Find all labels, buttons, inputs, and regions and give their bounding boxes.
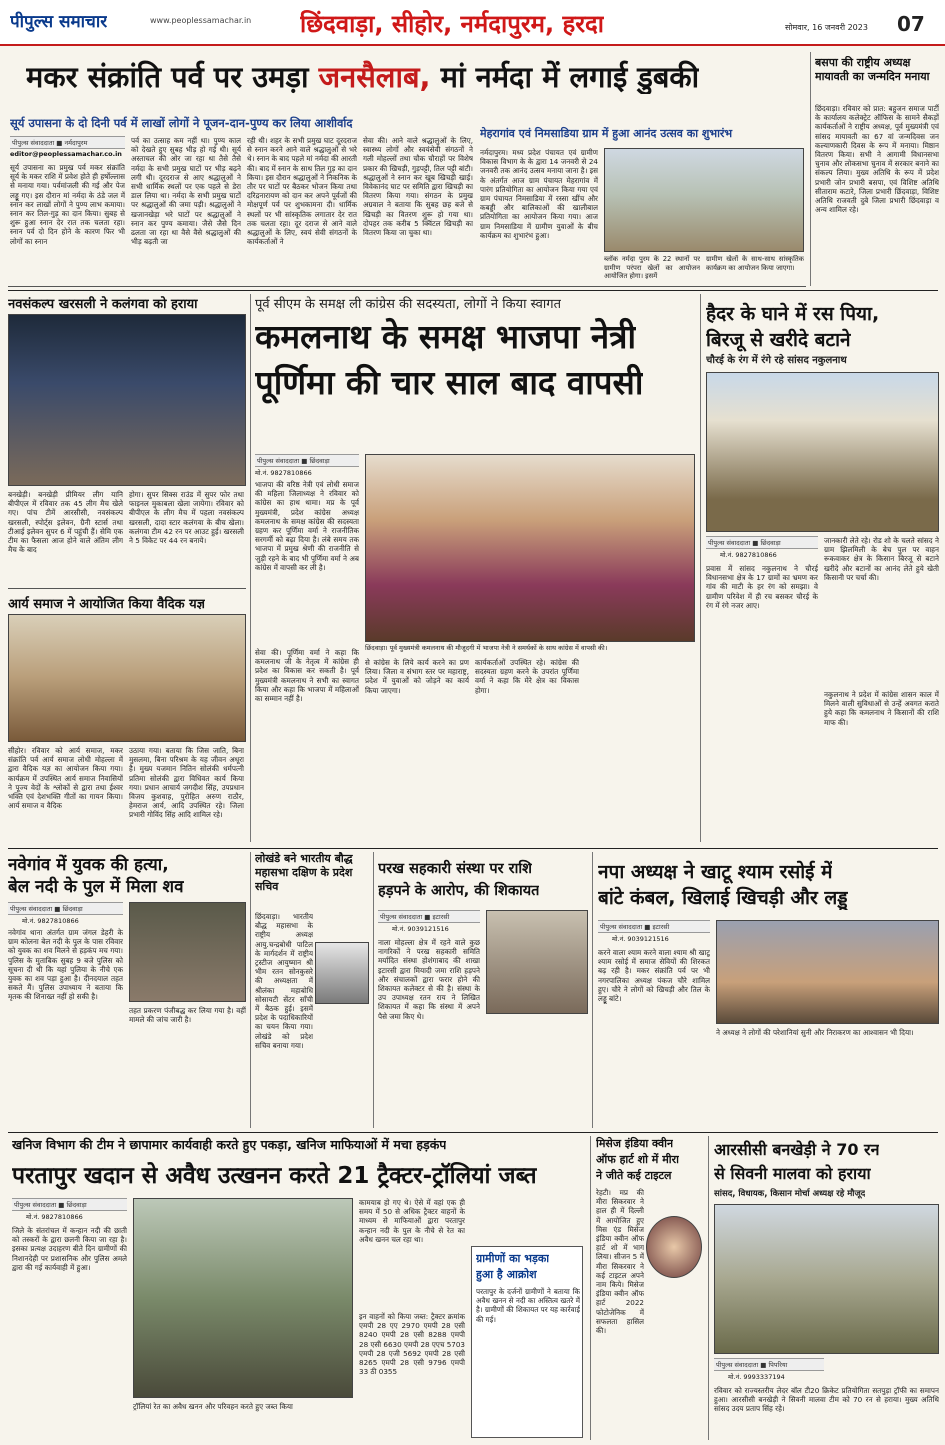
body-col-1: प्रवास में सांसद नकुलनाथ ने चौरई विधानसभा क्षेत्र के 17 ग्रामों का भ्रमण कर गांव की माटी के हर रंग को समझा। वे ग्रामीण परिवेश में ही रच बसकर चौरई के रंग में रंगे नजर आए। <box>706 564 818 610</box>
mobile: मो.नं. 9039121516 <box>612 935 669 943</box>
headline-line-1: मिसेज इंडिया क्वीन <box>596 1137 674 1150</box>
meera-photo <box>646 1216 702 1278</box>
story-kamalnath <box>255 294 695 842</box>
cricket-winners-photo <box>714 1204 939 1354</box>
headline-line-1: हैदर के घाने में रस पिया, <box>706 303 880 325</box>
subheadline: सूर्य उपासना के दो दिनी पर्व में लाखों लोगों ने पूजन-दान-पुण्य कर लिया आशीर्वाद <box>10 116 353 130</box>
kicker: खनिज विभाग की टीम ने छापामार कार्यवाही करते हुए पकड़ा, खनिज माफियाओं में मचा हड़कंप <box>12 1137 447 1152</box>
page-number: 07 <box>897 12 925 36</box>
story-navegaon-murder <box>8 852 246 1126</box>
body-col-2: से कांग्रेस के लिये कार्य करने का प्रण लिया। जिला व संभाग स्तर पर महाराष्ट्र, प्रदेश में युवाओं को जोड़ने का कार्य किया जाएगा। <box>365 658 469 695</box>
masthead <box>0 0 945 46</box>
story2-caption-1: ब्लॉक नर्मदा पुरम के 22 स्थानों पर ग्रामीण परंपरा खेलों का आयोजन आयोजित होगा। इसमें <box>604 255 700 280</box>
body-col-2: पर्व का उत्साह कम नहीं था। पुण्य काल को देखते हुए सुबह भीड़ हो गई थी। सूर्य अस्ताचल की ओर जा रहा था तैसे तैसे नर्मदा के सभी प्रमुख घाटों पर भीड़ बढ़ने लगी थी। दूरदराज से आए श्रद्धालुओं ने सभी धार्मिक स्थलों पर एक पहले से डेरा डाल लिया था। नर्मदा के सभी प्रमुख घाटों पर श्रद्धालुओं की जमा पड़ी। श्रद्धालुओं ने खजानखेड़ा भरे घाटों पर श्रद्धालुओं ने स्नान कर पुण्य कमाया। जैसे जैसे दिन ढलता जा रहा था वैसे वैसे श्रद्धालुओं की भीड़ बढ़ती जा <box>131 136 241 247</box>
headline-part-b: जनसैलाब, <box>318 60 431 94</box>
issue-date: सोमवार, 16 जनवरी 2023 <box>785 23 868 32</box>
headline-line-1: नपा अध्यक्ष ने खाटू श्याम रसोई में <box>598 861 833 883</box>
mobile: मो.नं. 9827810866 <box>26 1213 83 1221</box>
complaint-photo <box>486 910 588 1014</box>
body: रविवार को राज्यस्तरीय लेदर बॉल टी20 क्रिकेट प्रतियोगिता सतपुड़ा ट्रॉफी का समापन हुआ। आरसीसी बनखेड़ी ने सिवनी मालवा टीम को 70 रन से हराया। मुख्य अतिथि सांसद उदय प्रताप सिंह रहे। <box>714 1386 939 1414</box>
body: छिंदवाड़ा। भारतीय बौद्ध महासभा के राष्ट्रीय अध्यक्ष आयु.चन्द्रबोधी पाटिल के मार्गदर्शन में राष्ट्रीय ट्रस्टीज आयुष्मान श्री भीम रतन सोनकुसरे की अध्यक्षता में श्रीलंका महाबोधि सोसायटी सेंटर साँची में बैठक हुई। इसमें प्रदेश के पदाधिकारियों का चयन किया गया। लोखंडे को प्रदेश सचिव बनाया गया। <box>255 912 313 1050</box>
story-mrs-india <box>596 1136 704 1440</box>
box-body: परतापुर के दर्जनों ग्रामीणों ने बताया कि अवैध खनन से नदी का अस्तित्व खतरे में है। ग्रामीणों की शिकायत पर यह कार्रवाई की गई। <box>476 1287 580 1324</box>
headline-line-2: हड़पने के आरोप, की शिकायत <box>378 883 540 899</box>
story-lokhande <box>255 852 369 1126</box>
body-col-1: सूर्य उपासना का प्रमुख पर्व मकर संक्रांति सूर्य के मकर राशि में प्रवेश होते ही हर्षोल्लास से मनाया गया। पर्वमांजली की गई और पेज लड्डू गए। इस दौरान मां नर्मदा के ठंडे जल में स्नान कर लाखों लोगों ने पुण्य लाभ कमाया। स्नान कर तिल-गुड़ का दान किया। सुबह से शुरू हुआ स्नान देर रात तक चलता रहा। स्नान पर्व दो दिन होने के कारण फिर भी लोगों का स्नान <box>10 163 125 246</box>
subheadline: चौरई के रंग में रंगे रहे सांसद नकुलनाथ <box>706 355 847 366</box>
headline-part-c: मां नर्मदा में लगाई डुबकी <box>440 60 700 94</box>
kicker: पूर्व सीएम के समक्ष ली कांग्रेस की सदस्यता, लोगों ने किया स्वागत <box>255 297 561 312</box>
story-nakulnath <box>706 294 939 842</box>
headline: बसपा की राष्ट्रीय अध्यक्ष मायावती का जन्मदिन मनाया <box>815 56 930 83</box>
body: नवेगांव थाना अंतर्गत ग्राम जंगल डेहरी के ग्राम कोलना बेल नदी के पुल के पास रविवार को युवक का शव मिलने से हड़कंप मच गया। पुलिस के मुताबिक सुबह 9 बजे पुलिस को सूचना दी थी कि यहां पुलिया के नीचे एक युवक का शव पड़ा हुआ है। दीनदयाल तहत सकते मैं। पुलिस उपाध्याय ने बताया कि मृतक की शिनाख्त नहीं हो सकी है। <box>8 928 123 1002</box>
box-headline-1: ग्रामीणों का भड़का <box>476 1252 550 1265</box>
story2-caption-2: ग्रामीण खेलों के साथ-साथ सांस्कृतिक कार्यक्रम का आयोजन किया जाएगा। <box>706 255 804 272</box>
body-col-1b: सेवा की। पूर्णिमा वर्मा ने कहा कि कमलनाथ जी के नेतृत्व में कांग्रेस ही प्रदेश का विकास कर सकती है। पूर्व मुख्यमंत्री कमलनाथ ने सभी का स्वागत किया और कहा कि भाजपा में महिलाओं का सम्मान नहीं है। <box>255 648 359 704</box>
photo-caption: छिंदवाड़ा। पूर्व मुख्यमंत्री कमलनाथ की मौजूदगी में भाजपा नेत्री ने समर्थकों के साथ कांग्रेस में वापसी की। <box>365 644 608 652</box>
story-arya-samaj <box>8 594 246 842</box>
story-makar-sankranti <box>8 52 806 284</box>
headline-line-2: ऑफ हार्ट शो में मीरा <box>596 1153 679 1166</box>
headline-line-1: नवेगांव में युवक की हत्या, <box>8 855 169 875</box>
byline: पीपुल्स संवाददाता ■ इटारसी <box>378 910 480 923</box>
body-col-1: भाजपा की वरिष्ठ नेत्री एवं लोधी समाज की महिला जिलाध्यक्ष ने रविवार को कांग्रेस का हाथ थामा। मप्र के पूर्व मुख्यमंत्री, प्रदेश कांग्रेस अध्यक्ष कमलनाथ के समक्ष कांग्रेस की सदस्यता ग्रहण कर पूर्णिमा वर्मा ने राजनीतिक सरगर्मी को बढ़ा दिया है। लंबे समय तक भाजपा में प्रमुख श्रेणी की राजनीति से जुड़ी रहने के बाद भी पूर्णिमा वर्मा ने अब कांग्रेस में वापसी कर ली है। <box>255 480 359 572</box>
body: नाला मोहल्ला क्षेत्र में रहने वाले कुछ नागरिकों ने परख सहकारी समिति मर्यादित संस्था होशंगाबाद की शाखा इटारसी द्वारा मियादी जमा राशि हड़पने और संचालकों द्वारा फरार होने की शिकायत कलेक्टर से की है। संस्था के उप उपाध्यक्ष रतन राय ने लिखित शिकायत में कहा कि संस्था में अपने पैसे जमा किए थे। <box>378 938 480 1021</box>
story-navsankalp <box>8 294 246 586</box>
yagya-photo <box>8 614 246 742</box>
headline <box>26 60 699 94</box>
byline: पीपुल्स संवाददाता ■ पिपरिया <box>714 1358 824 1371</box>
villagers-anger-box <box>471 1246 583 1438</box>
email[interactable]: editor@peoplessamachar.co.in <box>10 150 122 158</box>
story-khatu-shyam <box>598 852 939 1126</box>
body-found-photo <box>129 902 246 1002</box>
nakulnath-photo <box>706 372 939 532</box>
story-paratapur-mining <box>8 1136 586 1440</box>
lokhande-photo <box>315 942 369 1004</box>
byline: पीपुल्स संवाददाता ■ इटारसी <box>598 920 710 933</box>
byline: पीपुल्स संवाददाता ■ छिंदवाड़ा <box>706 536 818 549</box>
body-col-3: रही थी। शहर के सभी प्रमुख घाट दूरदराज से स्नान करने आने वाले श्रद्धालुओं से भरे थे। स्नान के बाद पहले मां नर्मदा की आरती की। बाद में स्नान के साथ तिल गुड़ का दान किया। इस दौरान श्रद्धालुओं ने निकनिक के तौर पर घाटों पर बैठकर भोजन किया तथा दरिद्रनारायण को दान कर अपने पूर्वजों की मोक्षपूर्ण पर्व पर शुभकामना दी। धार्मिक स्थलों पर भी सांस्कृतिक लगातार देर रात तक चलता रहा। दूर दराज से आने वाले श्रद्धालुओं के लिए, स्वयं सेवी संगठनों के कार्यकर्ताओं ने <box>247 136 357 247</box>
mobile: मो.नं. 9827810866 <box>22 917 79 925</box>
box-headline-2: हुआ है आक्रोश <box>476 1268 537 1281</box>
headline: परतापुर खदान से अवैध उत्खनन करते 21 ट्रैक्टर-ट्रॉलियां जब्त <box>12 1163 537 1189</box>
headline: लोखंडे बने भारतीय बौद्ध महासभा दक्षिण के प्रदेश सचिव <box>255 852 353 893</box>
cricket-award-photo <box>8 314 246 486</box>
headline-line-1: परख सहकारी संस्था पर राशि <box>378 861 532 877</box>
headline-line-1: आरसीसी बनखेड़ी ने 70 रन <box>714 1140 880 1159</box>
story2-subheadline: मेहरागांव एवं निमसाडिया ग्राम में हुआ आनंद उत्सव का शुभारंभ <box>480 127 733 140</box>
body-col-2: कामयाब हो गए थे। ऐसे में वहां एक ही समय में 50 से अधिक ट्रैक्टर वाहनों के माध्यम से माफियाओं द्वारा परतापुर कन्हान नदी के पुल के नीचे से रेत का अवैध खनन चल रहा था। <box>359 1198 465 1244</box>
headline-part-a: मकर संक्रांति पर्व पर उमड़ा <box>26 60 309 94</box>
headline-line-2: बिरजू से खरीदे बटाने <box>706 329 851 351</box>
tug-of-war-photo <box>604 148 804 252</box>
story2-body: नर्मदापुरम। मध्य प्रदेश पंचायत एवं ग्रामीण विकास विभाग के के द्वारा 14 जनवरी से 24 जनवरी तक आनंद उत्सव मनाया जाना है। इस के अंतर्गत आज ग्राम पंचायत मेहरागांव में पारंग प्रतियोगिता का आयोजन किया गया एवं ग्राम पंचायत निमसाडिया में रस्सा खींच और कबड्डी और बालिकाओं की खालीबाल प्रतियोगिता का आयोजन किया गया। आज ग्राम निमसाडिया में ग्रामीण युवाओं के बीच कार्यक्रम का शुभारंभ हुआ। <box>480 148 598 240</box>
headline: नवसंकल्प खरसली ने कलंगवा को हराया <box>8 297 198 312</box>
byline: पीपुल्स संवाददाता ■ छिंदवाड़ा <box>12 1198 127 1211</box>
body: करने वाला श्याम करने वाला श्याम श्री खाटू श्याम रसोई में समाज सेवियों की शिरकत बढ़ रही है। मकर संक्रांति पर्व पर भी नगरपालिका अध्यक्ष पंकज चौरे शामिल हुए। चौरे ने लोगों को खिचड़ी और तिल के लड्डू बांटे। <box>598 948 710 1004</box>
headline-line-3: ने जीते कई टाइटल <box>596 1169 672 1182</box>
headline-line-2: बेल नदी के पुल में मिला शव <box>8 877 184 897</box>
tractor-seizure-photo <box>133 1198 353 1398</box>
body-col-2: होगा। सुपर सिक्स राउंड में सुपर फोर तथा फाइनल मुकाबला खेला जायेगा। रविवार को बीपीएल के लीग मैच में पहला नवसंकल्प खरसली, दादा स्टार कलंगवा के बीच खेला। कलंगवा टीम 42 रन पर आउट हुई। खरसली ने 5 विकेट पर 44 रन बनाये। <box>129 490 244 546</box>
mobile: मो.नं. 9993337194 <box>728 1373 785 1381</box>
body-col-3: इन वाहनों को किया जब्त: ट्रैक्टर क्रमांक एमपी 28 एए 2970 एमपी 28 एसी 8240 एमपी 28 एसी 8288 एमपी 28 एसी 6630 एमपी 28 एएच 5703 एमपी 28 एजी 5692 एमपी 28 एसी 8265 एमपी 28 एसी 9796 एमपी 33 ठी 0355 <box>359 1312 465 1377</box>
mobile: मो.नं. 9827810866 <box>720 551 777 559</box>
headline-line-1: कमलनाथ के समक्ष भाजपा नेत्री <box>255 317 637 356</box>
story-parakh-sahakari <box>378 852 588 1126</box>
body: रेहटी। मप्र की मीरा सिकरवार ने हाल ही में दिल्ली में आयोजित हुए मिस एंड मिसेज इंडिया क्वीन ऑफ हार्ट शो में भाग लिया। सीजन 5 में मीरा सिकरवार ने कई टाइटल अपने नाम किये। मिसेज इंडिया क्वीन ऑफ हार्ट 2022 फोटोजेनिक में सफलता हासिल की। <box>596 1188 644 1336</box>
mobile: मो.नं. 9039121516 <box>392 925 449 933</box>
blanket-distribution-photo <box>716 920 939 1024</box>
mobile: मो.नं. 9827810866 <box>255 469 312 477</box>
photo-caption: ने अध्यक्ष ने लोगों की परेशानियां सुनी और निराकरण का आश्वासन भी दिया। <box>716 1028 914 1037</box>
headline: आर्य समाज ने आयोजित किया वैदिक यज्ञ <box>8 597 206 612</box>
photo-caption: ट्रॉलियां रेत का अवैध खनन और परिवहन करते हुए जब्त किया <box>133 1402 293 1411</box>
body-col-4: सेवा की। आने वाले श्रद्धालुओं के लिए, स्वास्थ्य लोगों और स्वयंसेवी संगठनों ने गली मोहल्लों तथा चौक चौराहों पर विशेष प्रकार की खिचड़ी, गुड़पट्टी, तिल पट्टी बांटी। श्रद्धालुओं ने स्नान कर खूब खिचड़ी खाई। विवेकानंद घाट पर समिति द्वारा खिचड़ी का वितरण किया गया। संगठन के प्रमुख अग्रवाल ने बताया कि सुबह छह बजे से खिचड़ी का वितरण शुरू हो गया था। दोपहर तक करीब 5 क्विंटल खिचड़ी का वितरण किया जा चुका था। <box>363 136 473 238</box>
section-title: छिंदवाड़ा, सीहोर, नर्मदापुरम, हरदा <box>300 10 604 38</box>
body-col-2: उठाया गया। बताया कि जिस जाति, बिना मुसलमा, बिना परिश्रम के यह जीवन अधूरा है। मुख्य यजमान नितिन सोलंकी धर्मपत्नी प्रतिमा सोलंकी द्वारा विधिवत कार्य किया गया। प्रधान आचार्य जगदीश सिंह, उपप्रधान विजय कुशवाह, पुरोहित अरुण राठौर, हेमराज आर्य, आदि उपस्थित रहे। जिला प्रभारी गोविंद सिंह आदि शामिल रहे। <box>129 746 244 820</box>
body: छिंदवाड़ा। रविवार को प्रात: बहुजन समाज पार्टी के कार्यालय कलेक्ट्रेट ऑफिस के सामने सैकड़ों कार्यकर्ताओं ने राष्ट्रीय अध्यक्ष, पूर्व मुख्यमंत्री एवं सांसद मायावती का 67 वां जन्मदिवस जन कल्याणकारी दिवस के रूप में मनाया। मिष्ठान वितरण किया। सभी ने आगामी विधानसभा चुनाव और लोकसभा चुनाव में सरकार बनाने का संकल्प लिया। मुख्य अतिथि के रूप में प्रदेश प्रभारी जोन प्रभारी बसपा, एवं विशिष्ट अतिथि सीताराम कटारे, जिला प्रभारी छिंदवाड़ा, विशिष्ट अतिथि राजवती दुबे जिला प्रभारी छिंदवाड़ा व अन्य शामिल रहे। <box>815 104 939 215</box>
byline: पीपुल्स संवाददाता ■ छिंदवाड़ा <box>255 454 359 467</box>
body-col-1: सीहोर। रविवार को आर्य समाज, मकर संक्रांति पर्व आर्य समाज लोधी मोहल्ला में द्वारा वैदिक यज्ञ का आयोजन किया गया। कार्यक्रम में उपस्थित आर्य समाज निवासियों ने पूज्य वेदों के श्लोकों से द्वारा तथा ईश्वर भक्ति एवं देशभक्ति गीतों का गायन किया। आर्य समाज व वैदिक <box>8 746 123 811</box>
headline-line-2: पूर्णिमा की चार साल बाद वापसी <box>255 363 644 402</box>
subheadline: सांसद, विधायक, किसान मोर्चा अध्यक्ष रहे मौजूद <box>714 1189 866 1199</box>
body-col-1: जिले के संतरांचल में कन्हान नदी की छाती को तस्करों के द्वारा छलनी किया जा रहा है। इसका प्रत्यक्ष उदाहरण बीते दिन ग्रामीणों की निशानदेही पर प्रशासनिक और पुलिस अमले द्वारा की गई कार्यवाही में हुआ। <box>12 1226 127 1272</box>
story-mayawati-birthday <box>815 56 939 284</box>
body-col-2b: नकुलनाथ ने प्रदेश में कांग्रेस शासन काल में मिलने वाली सुविधाओं से उन्हें अवगत कराते हुये कहा कि कमलनाथ ने किसानों की राशि माफ की। <box>824 690 939 727</box>
story-rcc-bankhedi <box>714 1136 939 1440</box>
logo[interactable]: पीपुल्स समाचार <box>10 12 108 32</box>
website-url[interactable]: www.peoplessamachar.in <box>150 16 252 25</box>
body-col-2: जानकारी लेते रहे। रोड शो के चलते सांसद ने ग्राम झिलमिली के बेच पुल पर वाहन रूकवाकर क्षेत्र के किसान बिरजू से बटाने खरीदे और बटानों का आनंद लेते हुये खेती किसानी पर चर्चा की। <box>824 536 939 582</box>
headline-line-2: बांटे कंबल, खिलाई खिचड़ी और लड्डू <box>598 887 848 909</box>
byline: पीपुल्स संवाददाता ■ छिंदवाड़ा <box>8 902 123 915</box>
body-col-1: बनखेड़ी। बनखेड़ी प्रीमियर लीग यानि बीपीएल में रविवार तक 45 लीग मैच खेले गए। पांच टीमें आरसीसी, नवसंकल्प खरसली, स्पोर्ट्स इलेवन, ग्रैनी स्टार्स तथा टीआई इलेवन सुपर 6 में पहुंची हैं। सेमि एक टीम का फैसला आज होने वाले अंतिम लीग मैच के बाद <box>8 490 123 555</box>
body-col-3: कार्यकर्ताओं उपस्थित रहे। कांग्रेस की सदस्यता ग्रहण करने के उपरांत पूर्णिमा वर्मा ने कहा कि मेरे क्षेत्र का विकास होगा। <box>475 658 579 695</box>
photo-caption: तहत प्रकरण पंजीबद्ध कर लिया गया है। वहीं मामले की जांच जारी है। <box>129 1006 246 1025</box>
byline: पीपुल्स संवाददाता ■ नर्मदापुरम <box>10 136 125 149</box>
rally-photo <box>365 454 695 642</box>
headline-line-2: से सिवनी मालवा को हराया <box>714 1164 871 1183</box>
